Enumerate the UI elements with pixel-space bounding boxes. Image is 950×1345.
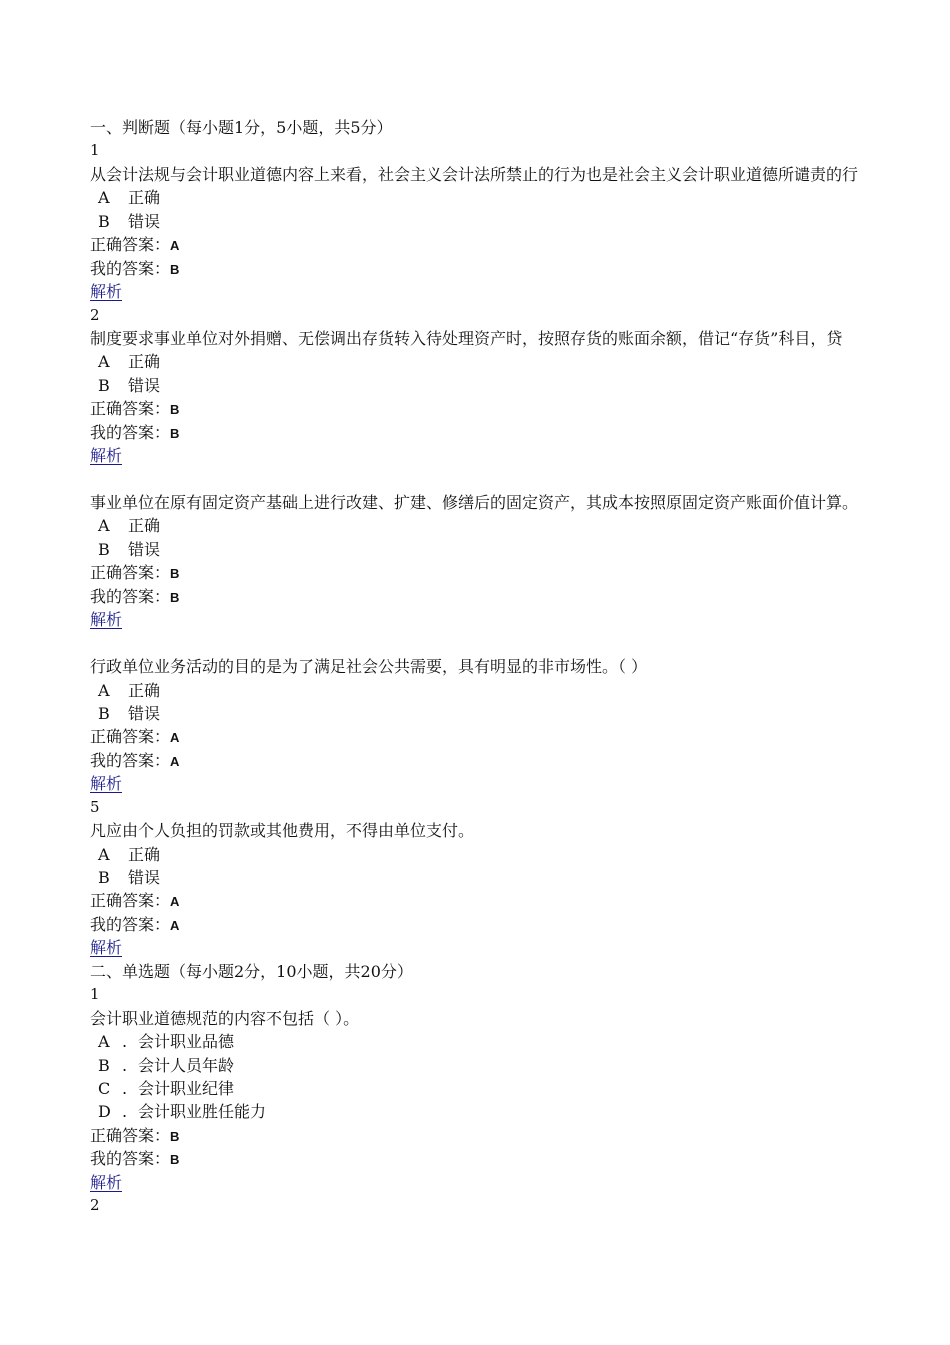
correct-answer-label: 正确答案： [90,235,171,255]
question-block [90,139,950,303]
option-text: 正确 [128,680,161,700]
question-block [90,796,950,960]
option-a[interactable] [90,514,950,537]
option-text: 会计职业品德 [138,1032,235,1052]
my-answer-value: B [170,1152,180,1168]
section-title: 一、判断题（每小题1分，5小题，共5分） [90,118,393,137]
my-answer-label: 我的答案： [90,1149,171,1169]
option-text: 错误 [128,375,161,395]
option-letter: B [98,539,110,559]
question-number: 5 [90,797,100,816]
correct-answer-value: A [170,238,180,254]
analysis-link[interactable]: 解析 [90,610,123,630]
option-letter: B [98,703,110,723]
option-letter: D [98,1102,111,1122]
question-number: 1 [90,985,100,1004]
analysis-link[interactable]: 解析 [90,1172,123,1192]
analysis-link[interactable]: 解析 [90,938,123,958]
option-d[interactable]: D . 会计职业胜任能力 [90,1100,950,1123]
option-letter: A [98,680,110,700]
my-answer-row [90,421,950,444]
option-b[interactable] [90,374,950,397]
question-block [90,304,950,468]
option-a[interactable] [90,843,950,866]
correct-answer-row [90,725,950,748]
option-a[interactable] [90,186,950,209]
correct-answer-value: B [170,566,180,582]
question-block [90,468,950,632]
analysis-link[interactable]: 解析 [90,446,123,466]
option-a[interactable] [90,350,950,373]
analysis-link[interactable]: 解析 [90,282,123,302]
correct-answer-row [90,889,950,912]
my-answer-row [90,749,950,772]
correct-answer-value: B [170,402,180,418]
option-letter: A [98,188,110,208]
correct-answer-value: A [170,894,180,910]
my-answer-value: A [170,753,180,769]
option-text: 正确 [128,516,161,536]
section-title: 二、单选题（每小题2分，10小题，共20分） [90,961,413,981]
question-number [90,468,950,491]
option-text: 正确 [128,352,161,372]
question-block [90,983,950,1194]
correct-answer-label: 正确答案： [90,891,171,911]
my-answer-row [90,913,950,936]
option-letter: A [98,352,110,372]
my-answer-label: 我的答案： [90,258,171,278]
option-letter: B [98,211,110,231]
my-answer-row [90,585,950,608]
my-answer-value: B [170,589,180,605]
option-text: 错误 [128,211,161,231]
option-a[interactable] [90,679,950,702]
option-a[interactable]: A . 会计职业品德 [90,1030,950,1053]
correct-answer-row [90,233,950,256]
question-stem: 行政单位业务活动的目的是为了满足社会公共需要，具有明显的非市场性。（ ） [90,657,648,677]
my-answer-value: A [170,917,180,933]
option-text: 会计职业胜任能力 [138,1102,267,1122]
correct-answer-label: 正确答案： [90,1125,171,1145]
my-answer-value: B [170,425,180,441]
my-answer-label: 我的答案： [90,586,171,606]
question-stem: 制度要求事业单位对外捐赠、无偿调出存货转入待处理资产时，按照存货的账面余额，借记“存货”科目，贷 [90,328,843,348]
my-answer-row [90,257,950,280]
option-letter: A [98,516,110,536]
question-stem: 事业单位在原有固定资产基础上进行改建、扩建、修缮后的固定资产，其成本按照原固定资产账面价值计算。 [90,493,859,512]
option-text: 错误 [128,539,161,559]
my-answer-row [90,1147,950,1170]
option-b[interactable] [90,866,950,889]
my-answer-value: B [170,261,180,277]
option-b[interactable] [90,210,950,233]
option-letter: A [98,1032,110,1052]
option-letter: B [98,868,110,887]
option-text: 错误 [128,703,161,723]
correct-answer-row [90,397,950,420]
correct-answer-label: 正确答案： [90,563,171,583]
my-answer-label: 我的答案： [90,422,171,442]
question-stem: 从会计法规与会计职业道德内容上来看，社会主义会计法所禁止的行为也是社会主义会计职业道德所谴责的行 [90,164,859,184]
option-b[interactable] [90,538,950,561]
question-number: 2 [90,1196,100,1215]
option-b[interactable] [90,702,950,725]
option-text: 会计人员年龄 [138,1055,235,1075]
question-number: 2 [90,305,100,324]
question-number [90,632,950,655]
correct-answer-label: 正确答案： [90,727,171,747]
question-block [90,632,950,796]
option-letter: B [98,375,110,395]
option-letter: B [98,1055,110,1075]
option-text: 正确 [128,188,161,208]
option-letter: A [98,844,110,864]
option-text: 正确 [128,844,161,864]
my-answer-label: 我的答案： [90,914,171,934]
question-stem: 凡应由个人负担的罚款或其他费用，不得由单位支付。 [90,821,475,841]
correct-answer-label: 正确答案： [90,399,171,419]
correct-answer-value: A [170,730,180,746]
option-b[interactable]: B . 会计人员年龄 [90,1054,950,1077]
question-stem: 会计职业道德规范的内容不包括（ ）。 [90,1008,360,1028]
option-letter: C [98,1078,111,1098]
correct-answer-row [90,1124,950,1147]
question-number: 1 [90,141,100,160]
my-answer-label: 我的答案： [90,750,171,770]
option-c[interactable]: C . 会计职业纪律 [90,1077,950,1100]
option-text: 错误 [128,868,161,887]
correct-answer-value: B [170,1128,180,1144]
correct-answer-row [90,561,950,584]
option-text: 会计职业纪律 [138,1078,235,1098]
analysis-link[interactable]: 解析 [90,774,123,794]
document-body [90,116,950,1218]
